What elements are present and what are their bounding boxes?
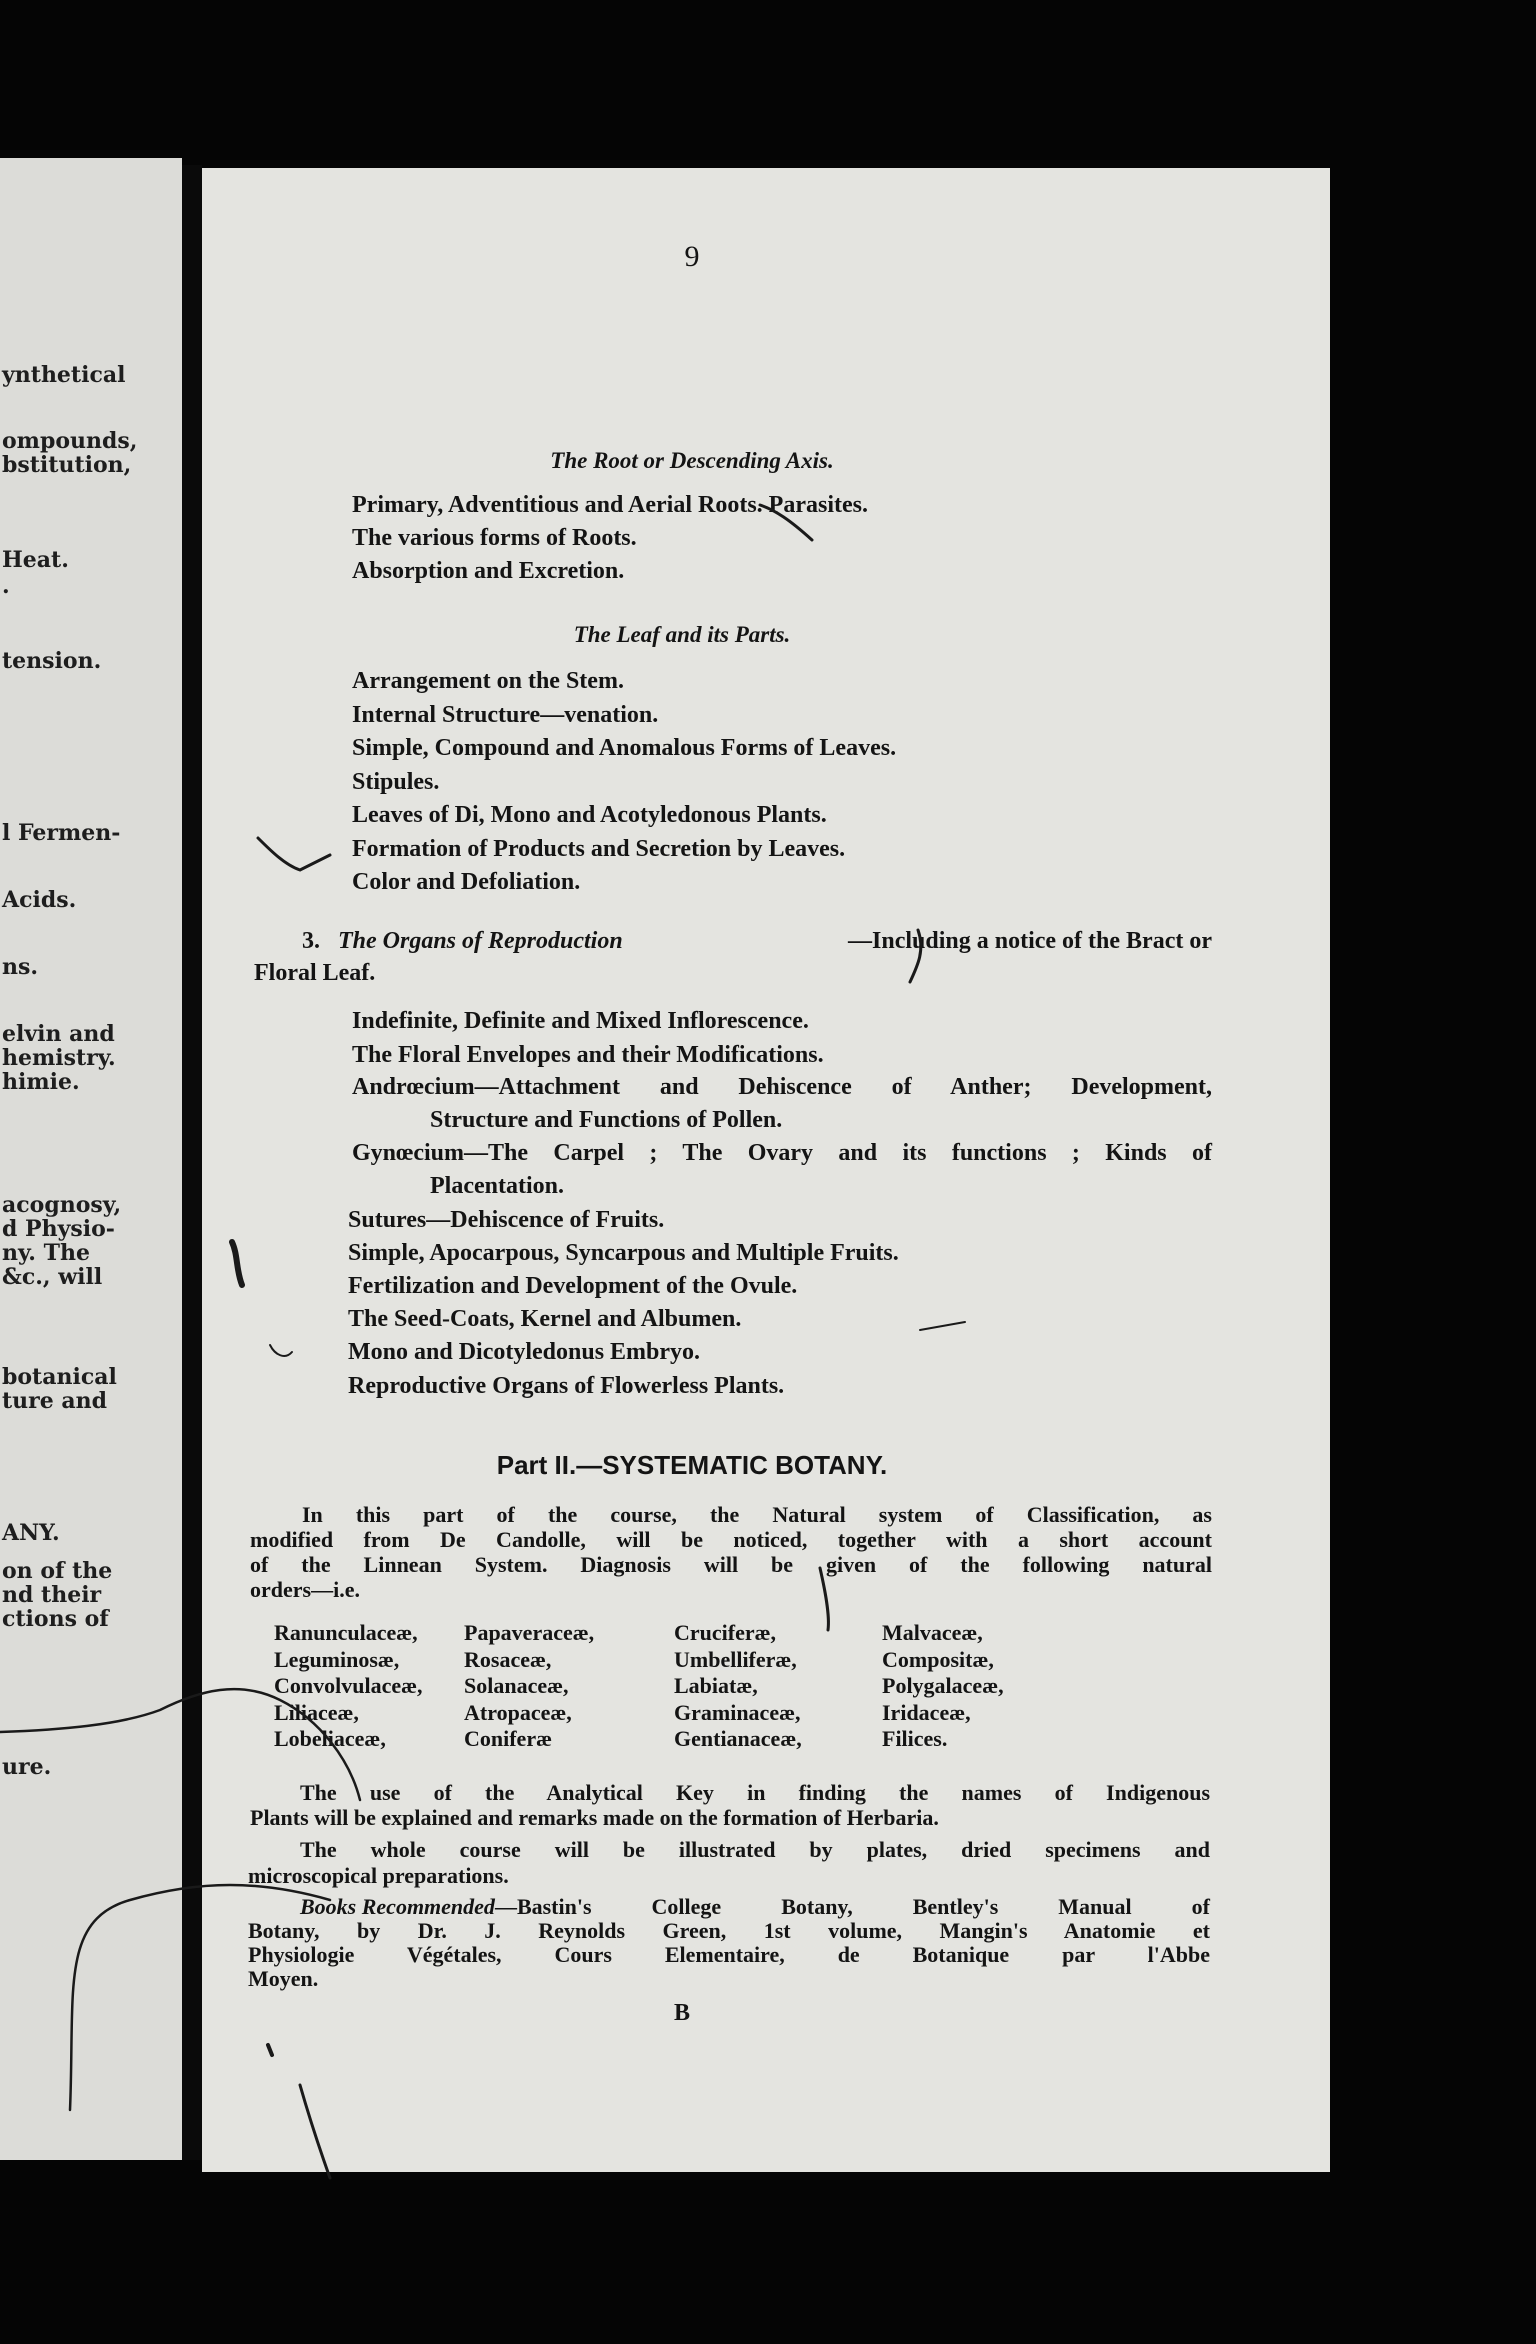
left-page-fragment [0, 158, 182, 2160]
leaf-item: Formation of Products and Secretion by Leaves. [352, 835, 846, 862]
signature-mark: B [673, 2000, 690, 2026]
paragraph-line: of the Linnean System. Diagnosis will be given of the following natural [250, 1552, 1212, 1577]
left-page-text: Acids. [2, 887, 77, 913]
page [202, 168, 1330, 2172]
paragraph-line: The use of the Analytical Key in finding the names of Indigenous [300, 1780, 1210, 1805]
order-name: Umbelliferæ, [674, 1646, 797, 1672]
reproduction-item: The Floral Envelopes and their Modifications. [352, 1042, 824, 1068]
order-name: Lobeliaceæ, [274, 1726, 386, 1751]
reproduction-item: Andrœcium—Attachment and Dehiscence of Anther; Development, [352, 1074, 1212, 1100]
page-gutter [182, 165, 202, 2160]
left-page-text: l Fermen- [2, 820, 121, 846]
root-item: Absorption and Excretion. [352, 558, 625, 584]
reproduction-item: Fertilization and Development of the Ovule. [348, 1273, 798, 1299]
root-item: Primary, Adventitious and Aerial Roots. Parasites. [352, 492, 868, 518]
paragraph-line: Moyen. [248, 1966, 319, 1991]
order-name: Atropaceæ, [464, 1699, 572, 1725]
paragraph-line: Plants will be explained and remarks made on the formation of Herbaria. [250, 1805, 939, 1830]
root-item: The various forms of Roots. [352, 525, 637, 551]
leaf-item: Internal Structure—venation. [352, 701, 659, 728]
order-name: Graminaceæ, [674, 1699, 801, 1725]
paragraph-line: In this part of the course, the Natural system of Classification, as [302, 1502, 1212, 1527]
reproduction-number: 3. [302, 928, 320, 954]
left-page-text: bstitution, [2, 452, 132, 478]
paragraph-line: The whole course will be illustrated by plates, dried specimens and [300, 1837, 1210, 1862]
reproduction-item: Gynœcium—The Carpel ; The Ovary and its functions ; Kinds of [352, 1140, 1212, 1166]
order-name: Liliaceæ, [274, 1699, 359, 1725]
root-heading: The Root or Descending Axis. [550, 448, 834, 473]
part-heading: Part II.—SYSTEMATIC BOTANY. [496, 1450, 888, 1480]
left-page-text: . [2, 573, 10, 599]
order-name: Filices. [882, 1726, 948, 1751]
left-page-text: ynthetical [2, 362, 126, 388]
leaf-item: Simple, Compound and Anomalous Forms of Leaves. [352, 735, 897, 761]
order-name: Solanaceæ, [464, 1673, 569, 1698]
reproduction-title: The Organs of Reproduction [338, 928, 623, 954]
left-page-text: ompounds, [2, 428, 138, 454]
left-page-text: elvin and [2, 1021, 115, 1047]
left-page-text: ny. The [2, 1240, 90, 1266]
left-page-text: botanical [2, 1364, 117, 1390]
leaf-item: Color and Defoliation. [352, 869, 581, 895]
paragraph-line: Botany, by Dr. J. Reynolds Green, 1st volume, Mangin's Anatomie et [248, 1918, 1210, 1943]
reproduction-intro: —Including a notice of the Bract or [848, 928, 1212, 954]
books-label: Books Recommended [300, 1894, 495, 1919]
leaf-item: Leaves of Di, Mono and Acotyledonous Plants. [352, 802, 827, 828]
paragraph-line: microscopical preparations. [248, 1863, 509, 1888]
reproduction-heading-continued: Floral Leaf. [254, 960, 376, 986]
left-page-text: acognosy, [2, 1192, 122, 1218]
order-name: Labiatæ, [674, 1673, 758, 1698]
paragraph-line: Physiologie Végétales, Cours Elementaire, de Botanique par l'Abbe [248, 1942, 1210, 1967]
left-page-text: ture and [2, 1388, 108, 1414]
order-name: Coniferæ [464, 1726, 552, 1751]
left-page-text: Heat. [2, 547, 69, 573]
order-name: Papaveraceæ, [464, 1620, 595, 1645]
left-page-text: ctions of [2, 1606, 109, 1632]
reproduction-item: Simple, Apocarpous, Syncarpous and Multiple Fruits. [348, 1240, 899, 1266]
reproduction-item: Placentation. [430, 1173, 564, 1199]
reproduction-heading [302, 926, 1212, 956]
order-name: Convolvulaceæ, [274, 1673, 423, 1698]
order-name: Leguminosæ, [274, 1646, 400, 1672]
order-name: Ranunculaceæ, [274, 1620, 418, 1645]
leaf-heading: The Leaf and its Parts. [573, 622, 791, 647]
left-page-text: himie. [2, 1069, 80, 1095]
order-name: Cruciferæ, [674, 1620, 777, 1645]
leaf-item: Arrangement on the Stem. [352, 668, 624, 694]
leaf-item: Stipules. [352, 768, 440, 795]
order-name: Malvaceæ, [882, 1620, 983, 1645]
left-page-text: ure. [2, 1754, 52, 1780]
left-page-text: &c., will [2, 1264, 103, 1290]
reproduction-item: Mono and Dicotyledonus Embryo. [348, 1339, 701, 1365]
order-name: Rosaceæ, [464, 1646, 552, 1672]
paragraph-line: orders—i.e. [250, 1577, 360, 1602]
left-page-text: hemistry. [2, 1045, 116, 1071]
left-page-text: on of the [2, 1558, 113, 1584]
reproduction-item: The Seed-Coats, Kernel and Albumen. [348, 1306, 742, 1332]
reproduction-item: Structure and Functions of Pollen. [430, 1107, 783, 1133]
left-page-text: ns. [2, 954, 39, 980]
reproduction-item: Sutures—Dehiscence of Fruits. [348, 1207, 665, 1233]
order-name: Gentianaceæ, [674, 1726, 802, 1751]
order-name: Iridaceæ, [882, 1699, 971, 1725]
reproduction-item: Indefinite, Definite and Mixed Inflorescence. [352, 1008, 809, 1034]
left-page-text: nd their [2, 1582, 102, 1608]
books-text: —Bastin's College Botany, Bentley's Manual of [494, 1894, 1210, 1919]
order-name: Polygalaceæ, [882, 1673, 1004, 1698]
page-number: 9 [684, 240, 700, 273]
reproduction-item: Reproductive Organs of Flowerless Plants. [348, 1373, 785, 1399]
left-page-text: d Physio- [2, 1216, 115, 1242]
paragraph-line: modified from De Candolle, will be noticed, together with a short account [250, 1527, 1212, 1552]
order-name: Compositæ, [882, 1646, 994, 1672]
left-page-text: tension. [2, 648, 102, 674]
left-page-text: ANY. [2, 1520, 60, 1546]
